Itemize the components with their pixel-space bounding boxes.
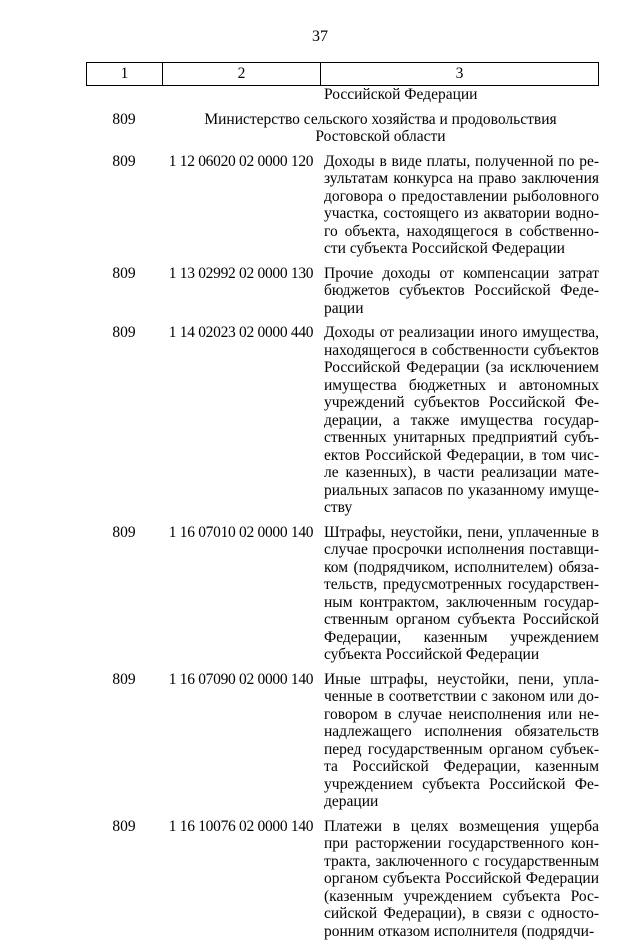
- table-row: [86, 671, 599, 811]
- description-line: Федерации, казенным учреждением: [324, 629, 599, 647]
- table-row: [86, 324, 599, 517]
- description-line: надлежащего исполнения обязательств: [324, 723, 599, 741]
- description-line: ственных унитарных предприятий субъ-: [324, 429, 599, 447]
- admin-code-cell: 809: [86, 818, 162, 836]
- description-line: тельств, предусмотренных государствен-: [324, 576, 599, 594]
- description-line: та Российской Федерации, казенным: [324, 758, 599, 776]
- revenue-rows: [86, 153, 599, 940]
- kbk-code-cell: 1 12 06020 02 0000 120: [162, 153, 320, 171]
- description-line: Платежи в целях возмещения ущерба: [324, 818, 599, 836]
- kbk-code-cell: 1 13 02992 02 0000 130: [162, 265, 320, 283]
- ministry-title-line: Ростовской области: [162, 128, 599, 146]
- admin-code-cell: 809: [86, 153, 162, 171]
- description-line: рации: [324, 300, 599, 318]
- ministry-title-line: Министерство сельского хозяйства и продовольствия: [162, 111, 599, 129]
- description-line: Российской Федерации (за исключением: [324, 359, 599, 377]
- description-line: при расторжении государственного кон-: [324, 835, 599, 853]
- table-row: [86, 524, 599, 664]
- ministry-title: [162, 111, 599, 146]
- description-line: ственным органом субъекта Российской: [324, 611, 599, 629]
- description-line: Иные штрафы, неустойки, пени, упла-: [324, 671, 599, 689]
- description-cell: [320, 153, 599, 258]
- table-header: [86, 62, 599, 86]
- description-line: (казенным учреждением субъекта Рос-: [324, 888, 599, 906]
- description-cell: [320, 265, 599, 318]
- description-line: учреждением субъекта Российской Фе-: [324, 776, 599, 794]
- header-col-2: 2: [163, 63, 321, 85]
- description-line: ству: [324, 499, 599, 517]
- description-cell: [320, 818, 599, 940]
- description-line: сийской Федерации), в связи с односто-: [324, 905, 599, 923]
- header-col-1: 1: [87, 63, 163, 85]
- description-line: перед государственным органом субъек-: [324, 741, 599, 759]
- description-line: ком (подрядчиком, исполнителем) обяза-: [324, 559, 599, 577]
- page-number: 37: [0, 28, 640, 46]
- description-cell: [320, 524, 599, 664]
- table-row: [86, 265, 599, 318]
- kbk-code-cell: 1 14 02023 02 0000 440: [162, 324, 320, 342]
- description-line: органом субъекта Российской Федерации: [324, 870, 599, 888]
- admin-code-cell: 809: [86, 324, 162, 342]
- description-line: случае просрочки исполнения поставщи-: [324, 541, 599, 559]
- continuation-text: Российской Федерации: [86, 86, 599, 104]
- description-line: договора о предоставлении рыболовного: [324, 188, 599, 206]
- admin-code-cell: 809: [86, 265, 162, 283]
- description-line: ным контрактом, заключенным государ-: [324, 594, 599, 612]
- description-line: учреждений субъектов Российской Фе-: [324, 394, 599, 412]
- ministry-heading-row: [86, 111, 599, 146]
- description-line: тракта, заключенного с государственным: [324, 853, 599, 871]
- description-line: Доходы в виде платы, полученной по ре-: [324, 153, 599, 171]
- kbk-code-cell: 1 16 10076 02 0000 140: [162, 818, 320, 836]
- description-line: ле казенных), в части реализации мате-: [324, 464, 599, 482]
- table-body: [86, 86, 599, 940]
- description-cell: [320, 671, 599, 811]
- description-cell: [320, 324, 599, 517]
- ministry-code: 809: [86, 111, 162, 129]
- description-line: ектов Российской Федерации, в том чис-: [324, 447, 599, 465]
- header-col-3: 3: [321, 63, 598, 85]
- description-line: ронним отказом исполнителя (подрядчи-: [324, 923, 599, 940]
- description-line: риальных запасов по указанному имуще-: [324, 482, 599, 500]
- admin-code-cell: 809: [86, 524, 162, 542]
- description-line: сти субъекта Российской Федерации: [324, 240, 599, 258]
- admin-code-cell: 809: [86, 671, 162, 689]
- table-row: [86, 153, 599, 258]
- description-line: дерации: [324, 793, 599, 811]
- description-line: участка, состоящего из акватории водно-: [324, 205, 599, 223]
- description-line: зультатам конкурса на право заключения: [324, 170, 599, 188]
- description-line: го объекта, находящегося в собственно-: [324, 223, 599, 241]
- description-line: бюджетов субъектов Российской Феде-: [324, 282, 599, 300]
- description-line: Прочие доходы от компенсации затрат: [324, 265, 599, 283]
- description-line: субъекта Российской Федерации: [324, 646, 599, 664]
- description-line: дерации, а также имущества государ-: [324, 412, 599, 430]
- description-line: имущества бюджетных и автономных: [324, 377, 599, 395]
- kbk-code-cell: 1 16 07090 02 0000 140: [162, 671, 320, 689]
- description-line: Штрафы, неустойки, пени, уплаченные в: [324, 524, 599, 542]
- description-line: находящегося в собственности субъектов: [324, 342, 599, 360]
- table-row: [86, 818, 599, 940]
- description-line: ченные в соответствии с законом или до-: [324, 688, 599, 706]
- description-line: говором в случае неисполнения или не-: [324, 706, 599, 724]
- kbk-code-cell: 1 16 07010 02 0000 140: [162, 524, 320, 542]
- description-line: Доходы от реализации иного имущества,: [324, 324, 599, 342]
